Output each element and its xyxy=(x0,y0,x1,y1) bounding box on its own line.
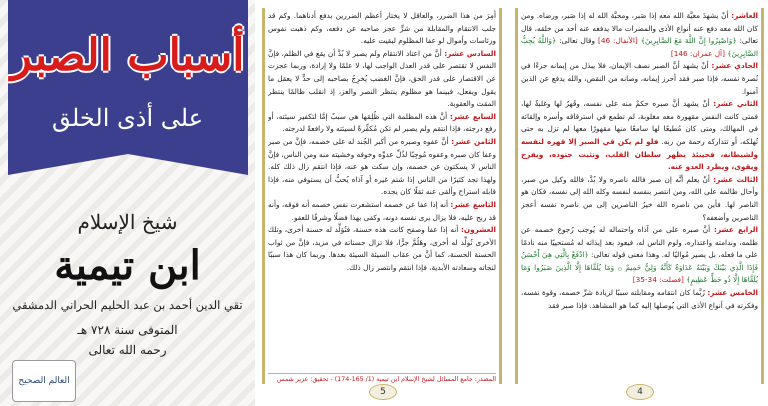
paragraph xyxy=(521,174,758,224)
cover-author: ابن تيمية xyxy=(54,242,201,289)
publisher-logo-text: العالم الصحيح xyxy=(18,376,70,386)
paragraph xyxy=(521,224,758,287)
paragraph xyxy=(268,199,496,224)
paragraph xyxy=(521,60,758,98)
section-heading: الخامس عشر: xyxy=(707,288,758,298)
book-cover xyxy=(0,0,255,406)
paragraph xyxy=(268,136,496,199)
page-5-text xyxy=(268,10,496,376)
cover-subtitle: على أذى الخلق xyxy=(51,104,204,132)
section-heading: العاشر: xyxy=(731,11,758,20)
paragraph-text: أنْ يشهد أنَّ صبره حكمٌ منه على نفسه، وقَهرٌ لها وغلبةٌ لها، فمتى كانت النفس مقهورة معه مغلوبة، لم تطمع في استرقاقه وأسره وإلقائه في المهالك، ومتى كان مُطيعًا لها سامعًا منها مقهورًا معها لم تزل به حتى تُهلكه، أو تتداركه رحمة من ربه. xyxy=(521,99,758,146)
page-number: 4 xyxy=(626,384,654,400)
source-footnote: المصدر: جامع المسائل لشيخ الإسلام ابن تيمية (1/ 165-174) - تحقيق: عزير شمس xyxy=(276,376,496,383)
paragraph-text: أنَّ عفوه وصبره من أكبر الجُند له على خصمه، فإنَّ من صبر وعفا كان صبره وعفوه مُوجِبًا لذُلِّ عدوِّه وخوفه وخشيته منه ومن الناس، فإنَّ الناس لا يسكتون عن خصمه، وإن سكت هو عنه، فإذا انتقم زال ذلك كله. ولهذا تجد كثيرًا من الناس إذا شتم غيره أو آذاه يُحبُّ أن يستوفي منه، فإذا قابله استراح وألقى عنه ثقلًا كان يجده. xyxy=(268,136,496,197)
quran-verse: ﴿وَاصْبِرُوا إِنَّ اللَّهَ مَعَ الصَّابِرِينَ﴾ xyxy=(640,36,737,46)
section-heading: الثالث عشر: xyxy=(713,174,758,184)
section-heading: التاسع عشر: xyxy=(450,199,496,209)
paragraph-text: رُبَّما كان انتقامه ومقابلته سببًا لزيادة شرِّ خصمه، وقوة نفسه، وفكرته في أنواع الأذى التي يُوصلها إليه كما هو المشاهد. فإذا صبر فقد xyxy=(521,288,758,310)
book-page-4 xyxy=(511,0,768,406)
verse-reference: [الأنفال: 46] xyxy=(597,36,638,46)
verse-reference: [فصلت: 34-35] xyxy=(632,275,684,285)
quran-verse: ﴿ادْفَعْ بِالَّتِي هِيَ أَحْسَنُ فَإِذَا الَّذِي بَيْنَكَ وَبَيْنَهُ عَدَاوَةٌ كَأَنَّهُ وَلِيٌّ حَمِيمٌ ۞ وَمَا يُلَقَّاهَا إِلَّا الَّذِينَ صَبَرُوا وَمَا يُلَقَّاهَا إِلَّا ذُو حَظٍّ عَظِيمٍ﴾ xyxy=(521,250,758,285)
cover-death-year: المتوفى سنة ٧٢٨ هـ xyxy=(77,323,178,337)
section-heading: الثاني عشر: xyxy=(713,99,758,109)
section-heading: الحادي عشر: xyxy=(711,61,758,71)
publisher-logo xyxy=(12,360,76,402)
paragraph xyxy=(268,48,496,111)
paragraph-text: أنه إذا عفا وصفح كانت هذه حسنة، فتُوَلِّد له حسنة أخرى، وتلك الأخرى تُولِّد له أخرى، وهَلُمَّ جرًّا، فلا تزال حسناته في مزيد، فإنَّ من ثواب الحسنة الحسنة، كما أنَّ من عقاب السيئة السيئة بعدها. وربما كان هذا سببًا لنجاته وسعادته الأبدية، فإذا انتقم وانتصر زال ذلك. xyxy=(268,225,496,272)
paragraph xyxy=(521,10,758,60)
section-heading: السابع عشر: xyxy=(449,111,496,121)
cover-title: أسباب الصبر xyxy=(10,30,245,81)
paragraph-text: أنْ يشهدَ معيَّة الله معه إذا صَبر، ومحبَّة الله له إذا صَبر، ورضاه. ومن كان الله معه دفع عنه أنواع الأذى والمضرات مالا يدفعه عنه أحد من خلقه، قال تعالى: xyxy=(521,11,758,46)
section-heading: السادس عشر: xyxy=(444,48,496,58)
page-4-text xyxy=(521,10,758,376)
section-heading: العشرون: xyxy=(460,225,496,235)
cover-banner xyxy=(8,0,248,175)
paragraph xyxy=(268,111,496,136)
paragraph: أُمِرَ من هذا الضرر، والعاقل لا يختار أعظم الضررين بدفع أدناهما. وكم قد جلب الانتقام والمقابلة من شرٍّ عجز صاحبه عن دفعه، وكم ذهبت نفوس ورئاسات وأموال لو عفا المظلوم لبقيت عليه. xyxy=(268,11,496,46)
paragraph-text: أنَّ من اعتاد الانتقام ولم يصبر لا بُدَّ أن يقع في الظلم، فإنَّ النفس لا تقتصر على قدر العدل الواجب لها، لا علمًا ولا إرادة، وربما عجزت عن الاقتصار على قدر الحق، فإنَّ الغضب يُخرِجُ بصاحبه إلى حدٍّ لا يعقل ما يقول ويفعل، فبينما هو مظلوم ينتظر النصر والعز، إذ انقلب ظالمًا ينتظر المقت والعقوبة. xyxy=(268,48,496,109)
cover-sheikh-label: شيخ الإسلام xyxy=(77,210,178,234)
book-page-5 xyxy=(258,0,506,406)
section-heading: الرابع عشر: xyxy=(714,225,758,235)
paragraph xyxy=(268,224,496,274)
cover-prayer: رحمه الله تعالى xyxy=(88,343,167,357)
paragraph-text: أنَّ هذه المظلمة التي ظُلِمَها هي سببٌ إمَّا لتكفير سيئته، أو رفع درجته، فإذا انتقم ولم يصبر لم تكن مُكفِّرةً لسيئته ولا رافعةً لدرجته. xyxy=(268,111,496,134)
paragraph-text: أنْ يشهد أنَّ الصبر نصف الإيمان، فلا يبذل من إيمانه جزءًا في نُصرة نفسه، فإذا صبر فقد أحرز إيمانه، وصانه من النقص، والله يدفع عن الذين آمنوا. xyxy=(521,61,758,96)
footnote-divider xyxy=(268,373,496,374)
paragraph-text: أنه إذا عفا عن خصمه استشعرت نفس خصمه أنه فوقه، وأنه قد ربح عليه، فلا يزال يرى نفسه دونه، وكفى بهذا فضلًا وشرفًا للعفو. xyxy=(268,199,496,222)
quran-verse: ﴿وَاللَّهُ يُحِبُّ الصَّابِرِينَ﴾ xyxy=(521,36,758,58)
paragraph xyxy=(521,287,758,312)
verse-reference: [آل عمران: 146] xyxy=(670,48,725,58)
highlighted-text: فلو لم يكن في الصبر إلا قهره لنفسه ولشيطانه، فحينئذ يظهر سلطان القلب، وتثبت جنوده، ويفرح ويقوى، ويطرد العدو عنه. xyxy=(521,136,758,172)
section-heading: الثامن عشر: xyxy=(451,136,496,146)
paragraph xyxy=(521,98,758,174)
paragraph-text: أنْ يعلم أنَّه إن صبر فالله ناصره ولا بُدَّ، فالله وكيل من صبر، وأحال ظالمه على الله، ومن انتصر بنفسه لنفسه وكله الله إلى نفسه، فكان هو الناصر لها. فأين من ناصره الله خيرُ الناصرين إلى من ناصره نفسه أعجز الناصرين وأضعفه؟ xyxy=(521,174,758,222)
paragraph-text: أنَّ صبره على من آذاه واحتماله له يُوجب رُجوع خصمه عن ظلمه، وندامته واعتذاره، ولوم الناس له، فيعود بعد إيذائه له مُستحييًا منه نادمًا على ما فعله، بل يصير مُواليًا له. وهذا معنى قوله تعالى: xyxy=(521,225,758,260)
paragraph-text: وقال تعالى: xyxy=(559,36,596,46)
page-number: 5 xyxy=(369,384,397,400)
cover-author-fullname: تقي الدين أحمد بن عبد الحليم الحراني الدمشقي xyxy=(12,298,243,312)
